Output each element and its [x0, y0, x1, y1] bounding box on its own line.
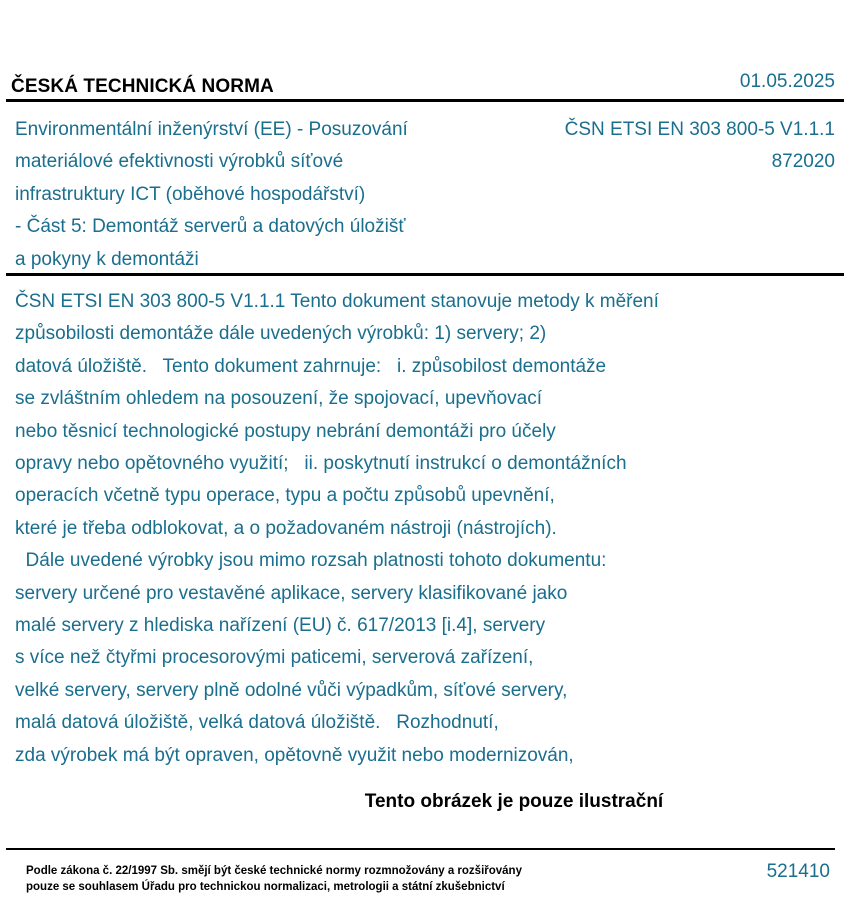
- abstract-line: zda výrobek má být opraven, opětovně využit nebo modernizován,: [15, 744, 574, 766]
- abstract-line: malé servery z hlediska nařízení (EU) č. 617/2013 [i.4], servery: [15, 615, 546, 637]
- abstract-line: způsobilosti demontáže dále uvedených výrobků: 1) servery; 2): [15, 323, 547, 345]
- footer-divider: [6, 848, 835, 850]
- document-title: [15, 114, 485, 276]
- standard-code: ČSN ETSI EN 303 800-5 V1.1.1: [564, 119, 835, 140]
- title-line: a pokyny k demontáži: [15, 248, 199, 270]
- header-divider: [6, 99, 844, 102]
- publication-date: 01.05.2025: [739, 71, 835, 92]
- abstract-text: [15, 286, 775, 772]
- abstract-line: malá datová úložiště, velká datová úložiště. Rozhodnutí,: [15, 712, 499, 734]
- standard-identifiers: [565, 114, 835, 179]
- abstract-line: které je třeba odblokovat, a o požadovaném nástroji (nástrojích).: [15, 517, 557, 539]
- abstract-line: nebo těsnicí technologické postupy nebrání demontáži pro účely: [15, 420, 556, 442]
- title-line: Environmentální inženýrství (EE) - Posuzování: [15, 119, 408, 140]
- abstract-line: operacích včetně typu operace, typu a počtu způsobů upevnění,: [15, 485, 555, 507]
- illustration-note: Tento obrázek je pouze ilustrační: [364, 791, 664, 812]
- catalog-number: 521410: [766, 861, 830, 882]
- abstract-line: servery určené pro vestavěné aplikace, servery klasifikované jako: [15, 582, 568, 604]
- abstract-line: velké servery, servery plně odolné vůči výpadkům, síťové servery,: [15, 679, 568, 701]
- legal-line: Podle zákona č. 22/1997 Sb. smějí být české technické normy rozmnožovány a rozšiřovány: [26, 865, 522, 877]
- title-line: materiálové efektivnosti výrobků síťové: [15, 151, 344, 173]
- legal-notice: [26, 863, 522, 895]
- legal-line: pouze se souhlasem Úřadu pro technickou normalizaci, metrologii a státní zkušebnictví: [26, 881, 505, 893]
- abstract-line: ČSN ETSI EN 303 800-5 V1.1.1 Tento dokument stanovuje metody k měření: [15, 291, 659, 312]
- title-line: infrastruktury ICT (oběhové hospodářství): [15, 183, 366, 205]
- norm-title: ČESKÁ TECHNICKÁ NORMA: [11, 76, 274, 97]
- abstract-line: se zvláštním ohledem na posouzení, že spojovací, upevňovací: [15, 388, 543, 410]
- abstract-line: opravy nebo opětovného využití; ii. poskytnutí instrukcí o demontážních: [15, 453, 627, 475]
- title-divider: [6, 273, 844, 276]
- abstract-line: s více než čtyřmi procesorovými paticemi, serverová zařízení,: [15, 647, 534, 669]
- abstract-line: datová úložiště. Tento dokument zahrnuje: i. způsobilost demontáže: [15, 355, 607, 377]
- abstract-line: Dále uvedené výrobky jsou mimo rozsah platnosti tohoto dokumentu:: [15, 550, 607, 572]
- class-number: 872020: [771, 151, 835, 173]
- title-line: - Část 5: Demontáž serverů a datových úložišť: [15, 216, 406, 238]
